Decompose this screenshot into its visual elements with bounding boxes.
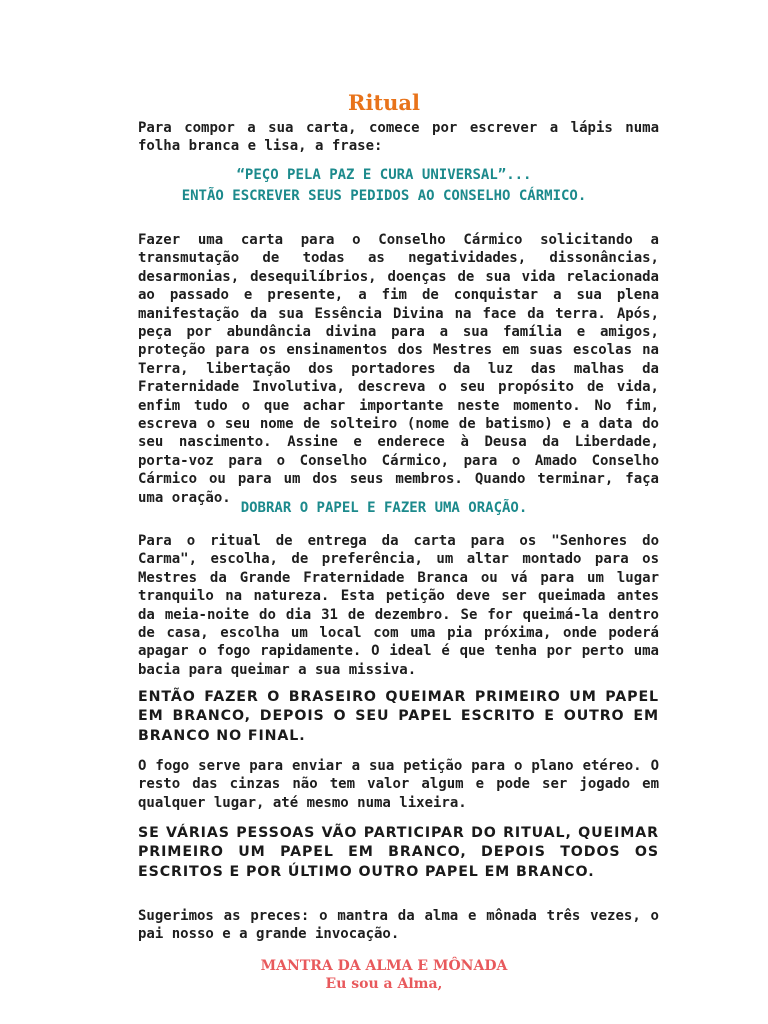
ritual-paragraph: Para o ritual de entrega da carta para os "Senhores do Carma", escolha, de preferência, um altar montado para os Mestres da Grande Fraternidade Branca ou vá para um lugar tranquilo na natureza. Esta petição deve ser queimada antes da meia-noite do dia 31 de dezembro. Se for queimá-la dentro de casa, escolha um local com uma pia próxima, onde poderá apagar o fogo rapidamente. O ideal é que tenha por perto uma bacia para queimar a sua missiva.: [138, 533, 659, 678]
phrase-line-2: ENTÃO ESCREVER SEUS PEDIDOS AO CONSELHO CÁRMICO.: [181, 188, 587, 204]
phrase-line-1: “PEÇO PELA PAZ E CURA UNIVERSAL”...: [236, 167, 532, 183]
mantra-title: MANTRA DA ALMA E MÔNADA: [260, 958, 508, 974]
fire-paragraph: O fogo serve para enviar a sua petição para o plano etéreo. O resto das cinzas não tem valor algum e pode ser jogado em qualquer lugar, até mesmo numa lixeira.: [138, 758, 659, 811]
fold-instruction: DOBRAR O PAPEL E FAZER UMA ORAÇÃO.: [240, 500, 528, 516]
intro-paragraph: Para compor a sua carta, comece por escrever a lápis numa folha branca e lisa, a frase:: [138, 120, 659, 155]
group-instruction: SE VÁRIAS PESSOAS VÃO PARTICIPAR DO RITUAL, QUEIMAR PRIMEIRO UM PAPEL EM BRANCO, DEPOIS TODOS OS ESCRITOS E POR ÚLTIMO OUTRO PAPEL EM BRANCO.: [138, 825, 659, 880]
mantra-line-1: Eu sou a Alma,: [325, 976, 443, 992]
letter-paragraph: Fazer uma carta para o Conselho Cármico solicitando a transmutação de todas as negatividades, dissonâncias, desarmonias, desequilíbrios, doenças de sua vida relacionada ao passado e presente, a fim de conquistar a sua plena manifestação da sua Essência Divina na face da terra. Após, peça por abundância divina para a sua família e amigos, proteção para os ensinamentos dos Mestres em suas escolas na Terra, libertação dos portadores da luz das malhas da Fraternidade Involutiva, descreva o seu propósito de vida, enfim tudo o que achar importante neste momento. No fim, escreva o seu nome de solteiro (nome de batismo) e a data do seu nascimento. Assine e enderece à Deusa da Liberdade, porta-voz para o Conselho Cármico, para o Amado Conselho Cármico ou para um dos seus membros. Quando terminar, faça uma oração.: [138, 232, 659, 506]
document-title: Ritual: [348, 90, 420, 115]
prayers-paragraph: Sugerimos as preces: o mantra da alma e mônada três vezes, o pai nosso e a grande invocação.: [138, 908, 659, 943]
brazier-instruction: ENTÃO FAZER O BRASEIRO QUEIMAR PRIMEIRO UM PAPEL EM BRANCO, DEPOIS O SEU PAPEL ESCRITO E OUTRO EM BRANCO NO FINAL.: [138, 689, 659, 744]
